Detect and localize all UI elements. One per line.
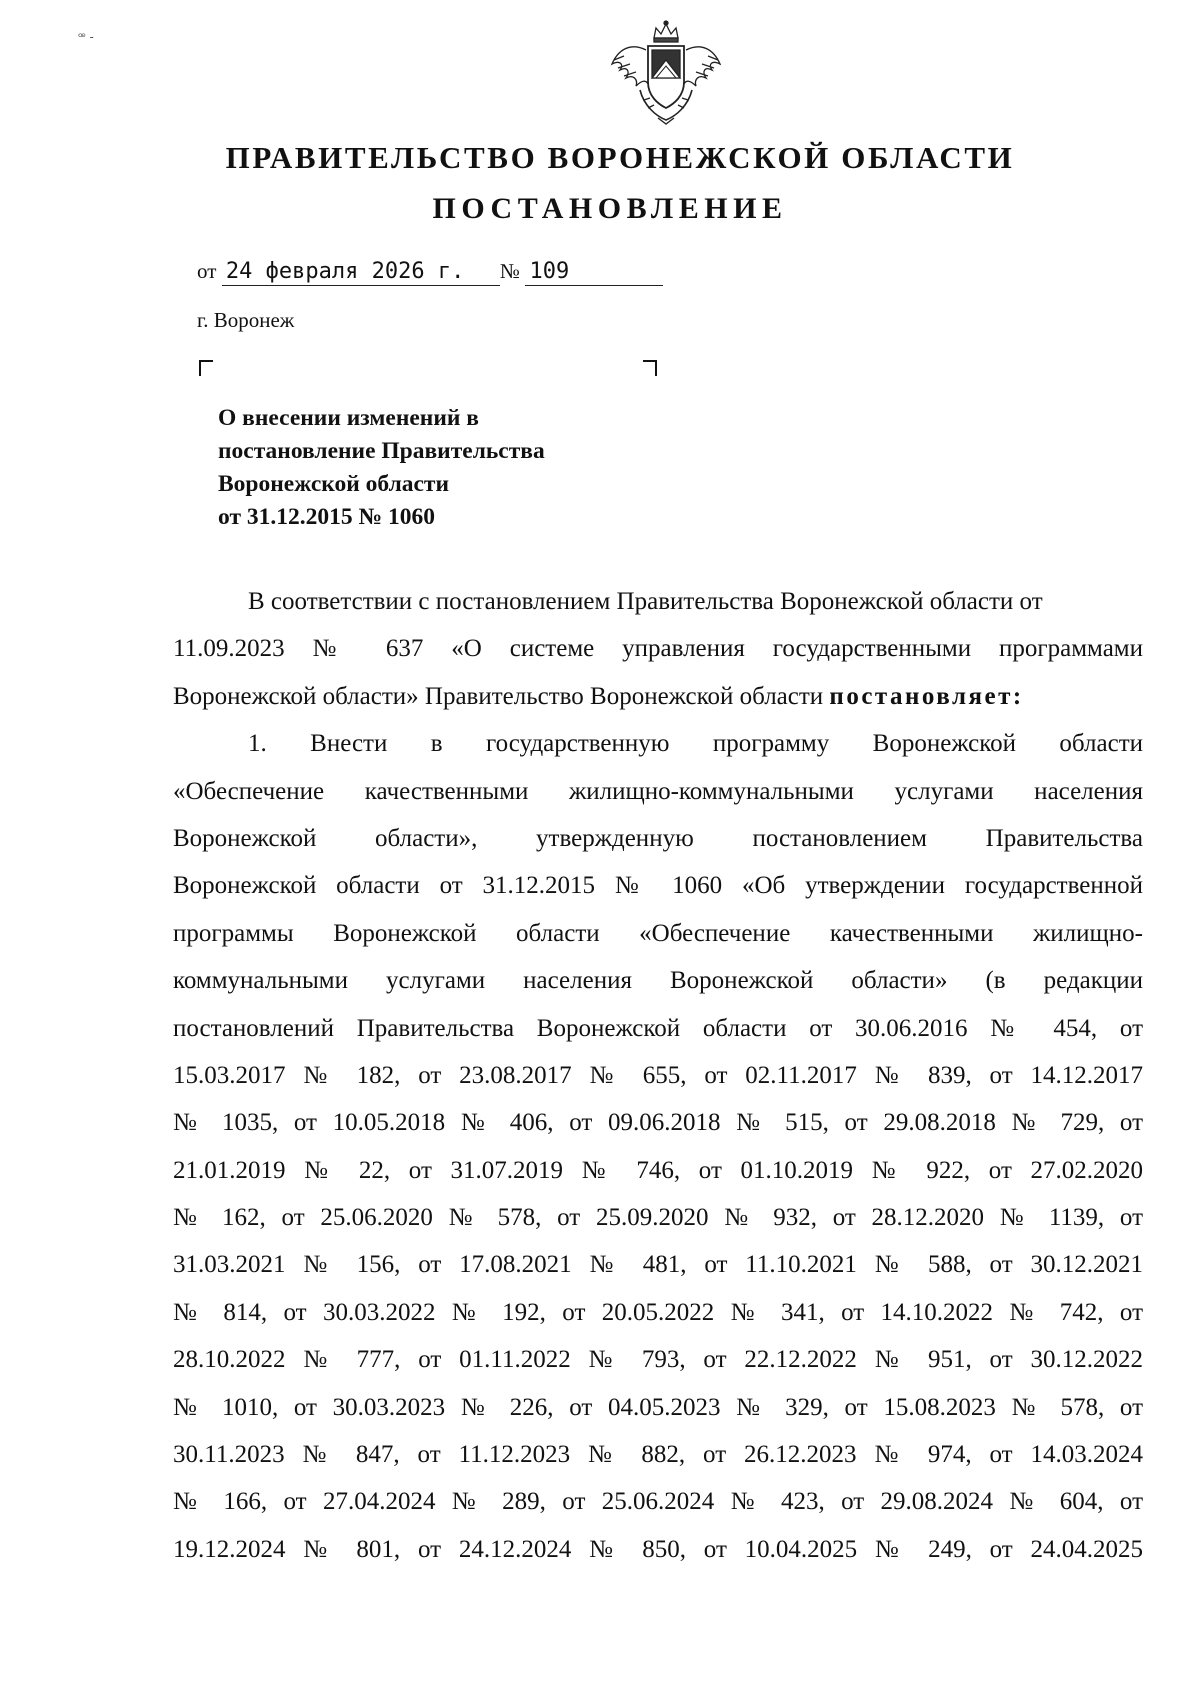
preamble-line: 11.09.2023 № 637 «О системе управления государственными программами <box>173 635 1143 663</box>
scan-corner-mark: ꟹ - <box>78 30 94 44</box>
subject-bracket-left <box>199 360 213 376</box>
coat-of-arms-icon <box>600 20 732 126</box>
subject-line: Воронежской области <box>218 471 450 497</box>
document-type-title: ПОСТАНОВЛЕНИЕ <box>432 192 788 225</box>
document-number: 109 <box>525 259 663 286</box>
document-date: 24 февраля 2026 г. <box>222 259 500 286</box>
body-line: 19.12.2024 № 801, от 24.12.2024 № 850, от 10.04.2025 № 249, от 24.04.2025 <box>173 1535 1143 1563</box>
number-label: № <box>499 259 520 283</box>
body-line: 28.10.2022 № 777, от 01.11.2022 № 793, от 22.12.2022 № 951, от 30.12.2022 <box>173 1346 1143 1374</box>
body-line: 31.03.2021 № 156, от 17.08.2021 № 481, от 11.10.2021 № 588, от 30.12.2021 <box>173 1251 1143 1279</box>
subject-line: О внесении изменений в <box>218 405 479 431</box>
body-line: № 1035, от 10.05.2018 № 406, от 09.06.2018 № 515, от 29.08.2018 № 729, от <box>173 1109 1143 1137</box>
body-line: 1. Внести в государственную программу Воронежской области <box>248 730 1143 758</box>
date-number-line <box>197 258 663 286</box>
body-line: программы Воронежской области «Обеспечение качественными жилищно- <box>173 919 1143 947</box>
body-line: Воронежской области», утвержденную постановлением Правительства <box>173 824 1143 852</box>
subject-line: от 31.12.2015 № 1060 <box>218 504 435 530</box>
body-line: № 162, от 25.06.2020 № 578, от 25.09.2020 № 932, от 28.12.2020 № 1139, от <box>173 1204 1143 1232</box>
body-line: «Обеспечение качественными жилищно-коммунальными услугами населения <box>173 777 1143 805</box>
subject-bracket-right <box>643 360 657 376</box>
body-line: 15.03.2017 № 182, от 23.08.2017 № 655, от 02.11.2017 № 839, от 14.12.2017 <box>173 1061 1143 1089</box>
date-from-label: от <box>197 259 217 283</box>
body-line: № 814, от 30.03.2022 № 192, от 20.05.2022 № 341, от 14.10.2022 № 742, от <box>173 1298 1143 1326</box>
body-line: постановлений Правительства Воронежской области от 30.06.2016 № 454, от <box>173 1014 1143 1042</box>
body-line: коммунальными услугами населения Воронежской области» (в редакции <box>173 967 1143 995</box>
body-line: 30.11.2023 № 847, от 11.12.2023 № 882, от 26.12.2023 № 974, от 14.03.2024 <box>173 1441 1143 1469</box>
preamble-line: В соответствии с постановлением Правительства Воронежской области от <box>248 588 1043 615</box>
subject-line: постановление Правительства <box>218 438 545 464</box>
city-label: г. Воронеж <box>197 308 295 332</box>
body-line: 21.01.2019 № 22, от 31.07.2019 № 746, от 01.10.2019 № 922, от 27.02.2020 <box>173 1156 1143 1184</box>
preamble-text: Воронежской области» Правительство Воронежской области <box>173 682 824 710</box>
document-subject <box>218 402 738 534</box>
resolves-keyword: постановляет: <box>829 682 1024 710</box>
body-line: Воронежской области от 31.12.2015 № 1060 «Об утверждении государственной <box>173 872 1143 900</box>
preamble-line <box>173 673 1143 720</box>
body-line: № 166, от 27.04.2024 № 289, от 25.06.2024 № 423, от 29.08.2024 № 604, от <box>173 1488 1143 1516</box>
organization-title: ПРАВИТЕЛЬСТВО ВОРОНЕЖСКОЙ ОБЛАСТИ <box>225 140 1015 175</box>
body-line: № 1010, от 30.03.2023 № 226, от 04.05.2023 № 329, от 15.08.2023 № 578, от <box>173 1393 1143 1421</box>
document-body <box>173 578 1143 1573</box>
